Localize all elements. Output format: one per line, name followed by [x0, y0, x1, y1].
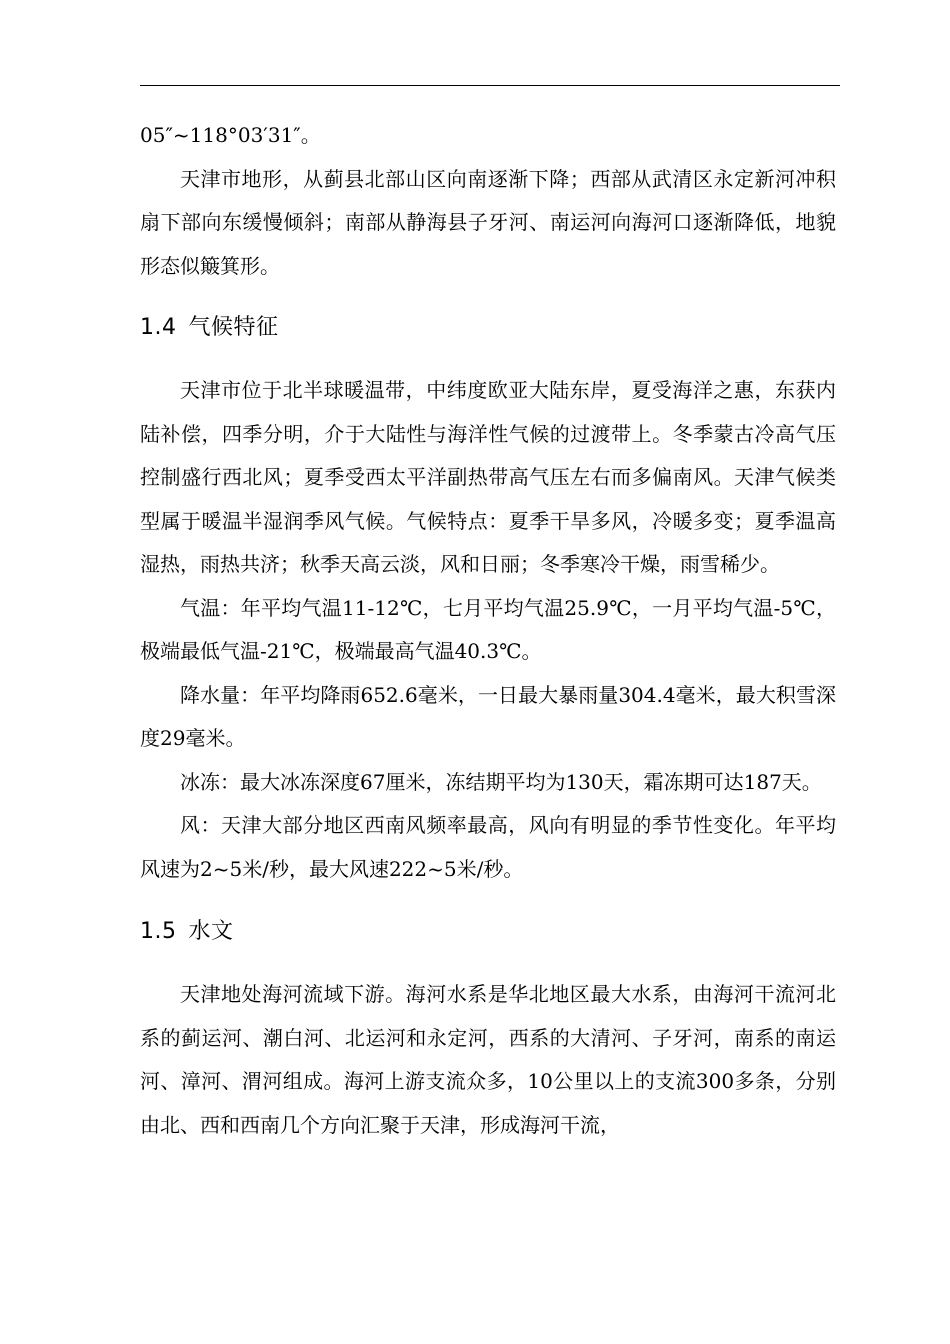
precipitation-paragraph: 降水量：年平均降雨652.6毫米，一日最大暴雨量304.4毫米，最大积雪深度29毫米。 [140, 682, 836, 750]
climate-overview-paragraph: 天津市位于北半球暖温带，中纬度欧亚大陆东岸，夏受海洋之惠，东获内陆补偿，四季分明，介于大陆性与海洋性气候的过渡带上。冬季蒙古冷高气压控制盛行西北风；夏季受西太平洋副热带高气压左右而多偏南风。天津气候类型属于暖温半湿润季风气候。气候特点：夏季干旱多风，冷暖多变；夏季温高湿热，雨热共济；秋季天高云淡，风和日丽；冬季寒冷干燥，雨雪稀少。 [140, 378, 836, 576]
document-body [140, 114, 836, 1147]
section-number: 1.4 [140, 315, 177, 340]
coordinate-continuation: 05″~118°03′31″。 [140, 123, 321, 147]
hydrology-paragraph: 天津地处海河流域下游。海河水系是华北地区最大水系，由海河干流河北系的蓟运河、潮白河、北运河和永定河，西系的大清河、子牙河，南系的南运河、漳河、渭河组成。海河上游支流众多，10公里以上的支流300多条，分别由北、西和西南几个方向汇聚于天津，形成海河干流， [140, 982, 836, 1137]
wind-paragraph: 风：天津大部分地区西南风频率最高，风向有明显的季节性变化。年平均风速为2~5米/秒，最大风速222~5米/秒。 [140, 813, 836, 881]
frost-paragraph: 冰冻：最大冰冻深度67厘米，冻结期平均为130天，霜冻期可达187天。 [180, 769, 822, 794]
temperature-paragraph: 气温：年平均气温11-12℃，七月平均气温25.9℃，一月平均气温-5℃，极端最低气温-21℃，极端最高气温40.3℃。 [140, 595, 836, 663]
terrain-paragraph: 天津市地形，从蓟县北部山区向南逐渐下降；西部从武清区永定新河冲积扇下部向东缓慢倾斜；南部从静海县子牙河、南运河向海河口逐渐降低，地貌形态似簸箕形。 [140, 166, 836, 278]
section-heading-climate [140, 313, 836, 343]
section-title: 水文 [188, 919, 234, 944]
section-title: 气候特征 [188, 315, 279, 340]
section-number: 1.5 [140, 919, 177, 944]
section-heading-hydrology [140, 917, 836, 947]
header-rule [140, 85, 840, 86]
